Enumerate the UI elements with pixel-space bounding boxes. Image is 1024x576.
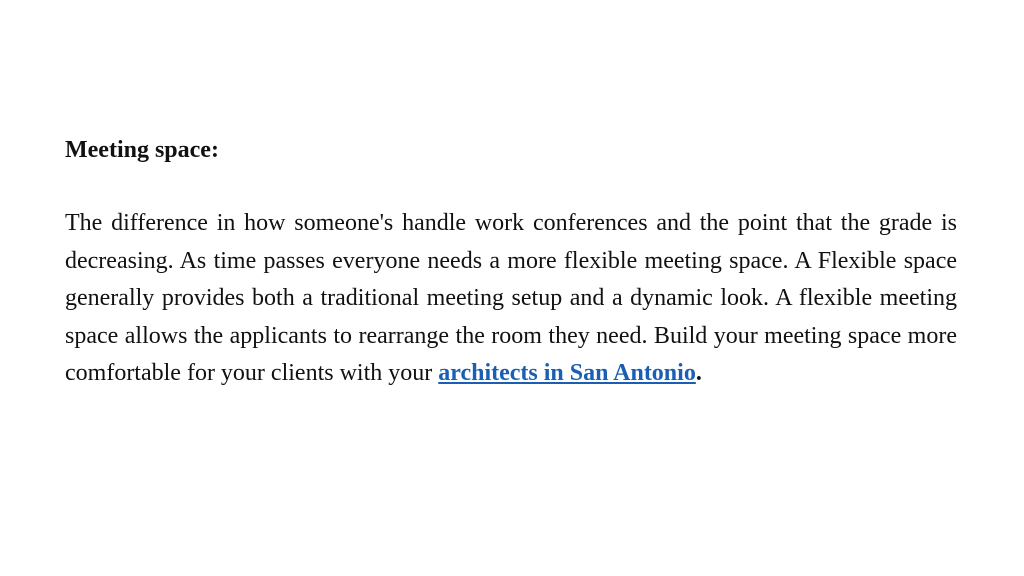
body-paragraph bbox=[65, 205, 957, 393]
section-heading: Meeting space: bbox=[65, 137, 219, 163]
paragraph-text: The difference in how someone's handle work conferences and the point that the grade is decreasing. As time passes everyone needs a more flexible meeting space. A Flexible space generally provides both a traditional meeting setup and a dynamic look. A flexible meeting space allows the applicants to rearrange the room they need. Build your meeting space more comfortable for your clients with your bbox=[65, 210, 957, 387]
architects-link[interactable]: architects in San Antonio bbox=[438, 360, 696, 387]
paragraph-period: . bbox=[695, 360, 702, 387]
